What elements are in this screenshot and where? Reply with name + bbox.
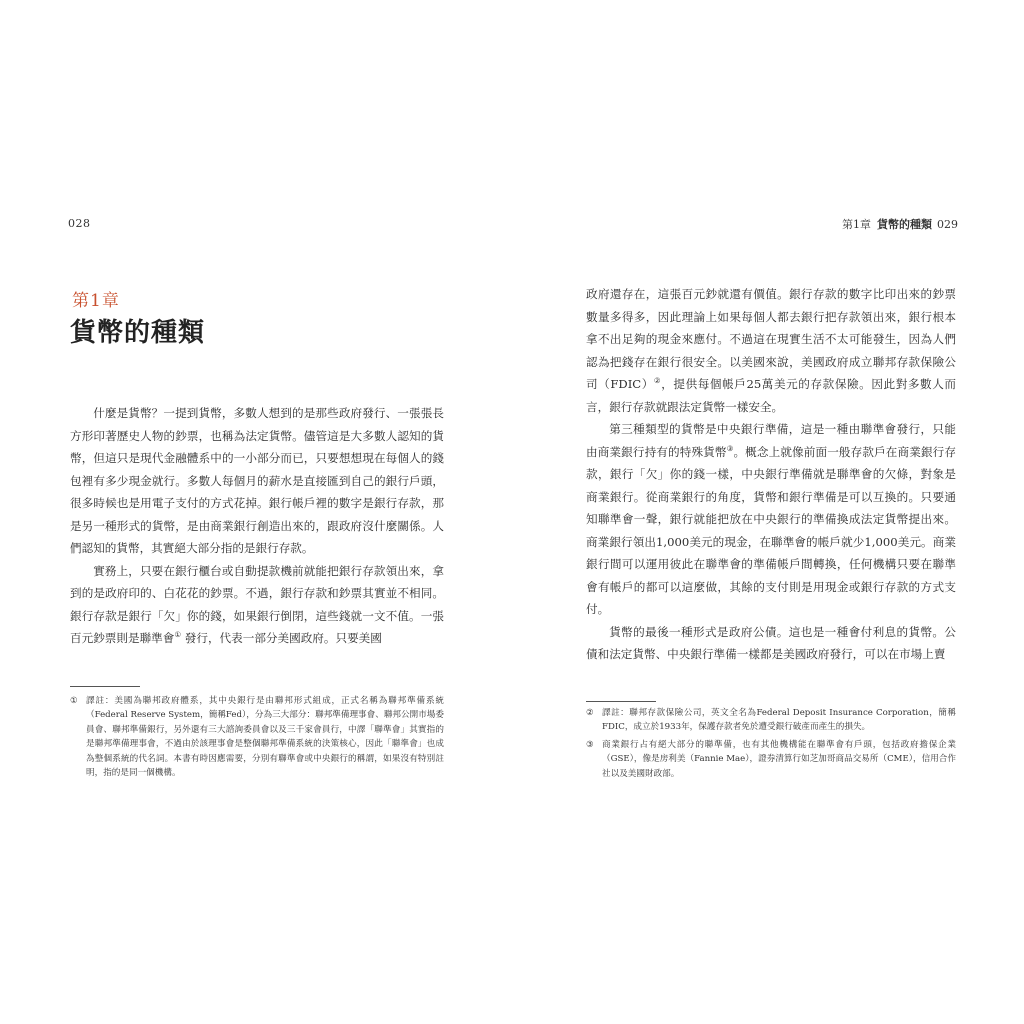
footnote-divider [586,701,656,702]
chapter-title: 貨幣的種類 [70,318,206,348]
chapter-label: 第1章 [72,291,120,311]
footnote-reference: ① [174,630,182,640]
footnote-mark: ③ [586,739,594,750]
left-footnotes [70,694,444,783]
right-body-text [586,283,956,666]
footnote-mark: ② [586,708,594,718]
paragraph-text: ，提供每個帳戶25萬美元的存款保險。因此對多數人而言，銀行存款就跟法定貨幣一樣安全。 [586,377,956,414]
footnote [586,738,956,781]
footnote [586,706,956,735]
paragraph: 什麼是貨幣？一提到貨幣，多數人想到的是那些政府發行、一張張長方形印著歷史人物的鈔票，也稱為法定貨幣。儘管這是大多數人認知的貨幣，但這只是現代金融體系中的一小部分而已，只要想想現在每個人的錢包裡有多少現金就行。多數人每個月的薪水是直接匯到自己的銀行戶頭，很多時候也是用電子支付的方式花掉。銀行帳戶裡的數字是銀行存款，那是另一種形式的貨幣，是由商業銀行創造出來的，跟政府沒什麼關係。人們認知的貨幣，其實絕大部分指的是銀行存款。 [70,406,444,555]
footnote-text: 譯註：聯邦存款保險公司，英文全名為Federal Deposit Insurance Corporation，簡稱FDIC，成立於1933年，保護存款者免於遭受銀行破產而產生的損失。 [602,708,956,733]
left-body-text [70,402,444,650]
paragraph-text: 第三種類型的貨幣是中央銀行準備，這是一種由聯準會發行，只能由商業銀行持有的特殊貨幣 [586,422,956,459]
running-head [842,216,958,232]
paragraph [70,560,444,650]
running-head-chapter: 第1章 [842,218,871,231]
page-number-left: 028 [68,217,91,230]
paragraph-text: 實務上，只要在銀行櫃台或自動提款機前就能把銀行存款領出來，拿到的是政府印的、白花花的鈔票。不過，銀行存款和鈔票其實並不相同。銀行存款是銀行「欠」你的錢，如果銀行倒閉，這些錢就一文不值。一張百元鈔票則是聯準會 [70,563,444,645]
page-number-right: 029 [937,218,958,231]
footnote-text: 譯註：美國為聯邦政府體系，其中央銀行是由聯邦形式組成，正式名稱為聯邦準備系統（Federal Reserve System，簡稱Fed），分為三大部分：聯邦準備理事會、聯邦公開市場委員會、聯邦準備銀行，另外還有三大諮詢委員會以及三千家會員行，中譯「聯準會」其實指的是聯邦準備理事會，不過由於該理事會是整個聯邦準備系統的決策核心，因此「聯準會」也成為整個系統的代名詞。本書有時因應需要，分別有聯準會或中央銀行的稱謂，如果沒有特別註明，指的是同一個機構。 [86,696,444,779]
paragraph-text: 。概念上就像前面一般存款戶在商業銀行存款，銀行「欠」你的錢一樣，中央銀行準備就是聯準會的欠條，對象是商業銀行。從商業銀行的角度，貨幣和銀行準備是可以互換的。只要通知聯準會一聲，銀行就能把放在中央銀行的準備換成法定貨幣提出來。商業銀行領出1,000美元的現金，在聯準會的帳戶就少1,000美元。商業銀行間可以運用彼此在聯準會的準備帳戶間轉換，任何機構只要在聯準會有帳戶的都可以這麼做，其餘的支付則是用現金或銀行存款的方式支付。 [586,444,956,616]
footnote-reference: ② [653,376,662,386]
paragraph: 貨幣的最後一種形式是政府公債。這也是一種會付利息的貨幣。公債和法定貨幣、中央銀行準備一樣都是美國政府發行，可以在市場上賣 [586,624,956,661]
footnote-reference: ③ [726,443,734,453]
paragraph [586,418,956,621]
paragraph-text: 發行，代表一部分美國政府。只要美國 [181,631,382,645]
right-footnotes [586,706,956,784]
running-head-title: 貨幣的種類 [877,218,932,231]
footnote [70,694,444,780]
footnote-text: 商業銀行占有絕大部分的聯準備，也有其他機構能在聯準會有戶頭，包括政府擔保企業（GSE），像是房利美（Fannie Mae），證券清算行如芝加哥商品交易所（CME），信用合作社以及美國財政部。 [602,739,956,779]
footnote-mark: ① [70,696,78,706]
paragraph-text: 政府還存在，這張百元鈔就還有價值。銀行存款的數字比印出來的鈔票數量多得多，因此理論上如果每個人都去銀行把存款領出來，銀行根本拿不出足夠的現金來應付。不過這在現實生活不太可能發生，因為人們認為把錢存在銀行很安全。以美國來說，美國政府成立聯邦存款保險公司（FDIC） [586,287,956,391]
paragraph [586,283,956,418]
footnote-divider [70,686,140,687]
